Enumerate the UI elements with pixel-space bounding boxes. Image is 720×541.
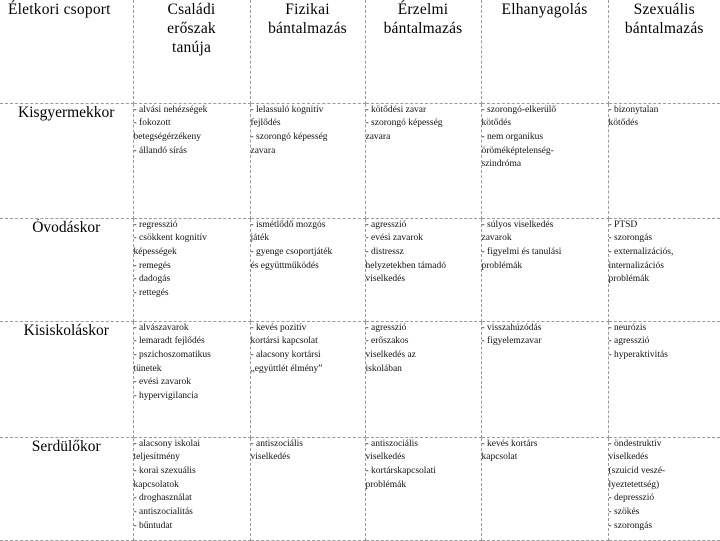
list-item: kapcsolatok [134,479,250,493]
list-item: - bűntudat [134,520,250,534]
symptom-list [366,438,481,493]
list-item: internalizációs [609,260,720,274]
list-item: - ismétlődő mozgós [251,219,365,233]
table-cell [608,103,720,218]
list-item: - dadogás [134,273,250,287]
list-item: - antiszocialitás [134,506,250,520]
table-cell [481,218,608,321]
table-row [0,437,720,540]
list-item: - kevés pozitív [251,322,365,336]
list-item: - alvási nehézségek [134,104,250,118]
symptom-list [251,104,365,159]
list-item: játék [251,232,365,246]
table-cell [133,321,250,437]
header-physical-abuse: Fizikai bántalmazás [250,0,365,103]
list-item: - szorongó képesség [251,131,365,145]
symptom-list [134,104,250,159]
table-cell [608,437,720,540]
header-emotional-abuse: Érzelmi bántalmazás [365,0,481,103]
list-item: - kötődési zavar [366,104,481,118]
list-item: problémák [366,479,481,493]
header-row [0,0,720,103]
list-item: betegségérzékeny [134,131,250,145]
table-cell [481,103,608,218]
list-item: - droghasználat [134,492,250,506]
table-cell [250,103,365,218]
header-age-group: Életkori csoport [0,0,133,103]
list-item: - figyelemzavar [482,335,608,349]
symptom-list [609,104,720,131]
symptom-list [609,219,720,288]
list-item: - kevés kortárs [482,438,608,452]
table-cell [365,437,481,540]
list-item: - bizonytalan [609,104,720,118]
row-label-age-group: Óvodáskor [0,218,133,321]
list-item: - szorongó képesség [366,117,481,131]
list-item: - súlyos viselkedés [482,219,608,233]
list-item: - lemaradt fejlődés [134,335,250,349]
list-item: tünetek [134,363,250,377]
list-item: kapcsolat [482,451,608,465]
list-item: és együttműködés [251,260,365,274]
table-cell [608,321,720,437]
header-sexual-abuse: Szexuális bántalmazás [608,0,720,103]
list-item: - antiszociális [366,438,481,452]
list-item: - kortárskapcsolati [366,465,481,479]
table-row [0,218,720,321]
list-item: problémák [482,260,608,274]
list-item: - erőszakos [366,335,481,349]
list-item: helyzetekben támadó [366,260,481,274]
list-item: viselkedés [366,451,481,465]
symptom-list [366,322,481,377]
list-item: - antiszociális [251,438,365,452]
table-cell [250,321,365,437]
list-item: - alvászavarok [134,322,250,336]
symptom-list [251,219,365,274]
symptom-list [134,438,250,534]
symptom-list [482,104,608,173]
list-item: - agresszió [609,335,720,349]
table-cell [608,218,720,321]
list-item: - fokozott [134,117,250,131]
table-cell [365,218,481,321]
list-item: - hyperaktivitás [609,349,720,363]
list-item: - hypervigilancia [134,390,250,404]
list-item: „együttlét élmény” [251,363,365,377]
symptom-list [482,219,608,274]
symptom-list [134,322,250,404]
list-item: viselkedés az [366,349,481,363]
table-cell [481,437,608,540]
list-item: viselkedés [366,273,481,287]
list-item: - visszahúzódás [482,322,608,336]
symptom-list [482,438,608,465]
table-cell [481,321,608,437]
list-item: - szorongó-elkerülő [482,104,608,118]
list-item: - agresszió [366,322,481,336]
list-item: fejlődés [251,117,365,131]
list-item: - pszichoszomatikus [134,349,250,363]
list-item: - öndestruktív [609,438,720,452]
list-item: - depresszió [609,492,720,506]
list-item: viselkedés [609,451,720,465]
list-item: - distressz [366,246,481,260]
list-item: szindróma [482,158,608,172]
list-item: kötődés [482,117,608,131]
list-item: - agresszió [366,219,481,233]
list-item: kortársi kapcsolat [251,335,365,349]
symptom-list [609,438,720,534]
table-cell [365,103,481,218]
list-item: - evési zavarok [134,376,250,390]
row-label-age-group: Kisgyermekkor [0,103,133,218]
symptom-list [609,322,720,363]
list-item: viselkedés [251,451,365,465]
list-item: - alacsony kortársi [251,349,365,363]
symptom-list [134,219,250,301]
symptom-list [251,438,365,465]
list-item: öröméképtelenség- [482,145,608,159]
list-item: - figyelmi és tanulási [482,246,608,260]
table-row [0,321,720,437]
list-item: - evési zavarok [366,232,481,246]
list-item: - regresszió [134,219,250,233]
symptom-list [366,104,481,145]
list-item: lyeztetettség) [609,479,720,493]
symptom-list [366,219,481,288]
table-cell [250,218,365,321]
row-label-age-group: Serdülőkor [0,437,133,540]
list-item: - lelassuló kognitív [251,104,365,118]
list-item: zavara [251,145,365,159]
symptom-list [251,322,365,377]
list-item: - állandó sírás [134,145,250,159]
list-item: zavara [366,131,481,145]
symptom-list [482,322,608,349]
list-item: - externalizációs, [609,246,720,260]
list-item: - neurózis [609,322,720,336]
list-item: - rettegés [134,287,250,301]
list-item: - szökés [609,506,720,520]
header-domestic-violence-witness: Családi erőszak tanúja [133,0,250,103]
list-item: - alacsony iskolai [134,438,250,452]
table-cell [365,321,481,437]
list-item: - PTSD [609,219,720,233]
list-item: (szuicid veszé- [609,465,720,479]
table-cell [133,437,250,540]
list-item: - korai szexuális [134,465,250,479]
list-item: - gyenge csoportjáték [251,246,365,260]
header-neglect: Elhanyagolás [481,0,608,103]
list-item: - csökkent kognitív [134,232,250,246]
table-cell [133,103,250,218]
table-cell [133,218,250,321]
list-item: - remegés [134,260,250,274]
list-item: iskolában [366,363,481,377]
list-item: - szorongás [609,232,720,246]
table-row [0,103,720,218]
table-cell [250,437,365,540]
list-item: teljesítmény [134,451,250,465]
list-item: - szorongás [609,520,720,534]
list-item: problémák [609,273,720,287]
list-item: zavarok [482,232,608,246]
list-item: - nem organikus [482,131,608,145]
row-label-age-group: Kisiskoláskor [0,321,133,437]
list-item: képességek [134,246,250,260]
list-item: kötődés [609,117,720,131]
